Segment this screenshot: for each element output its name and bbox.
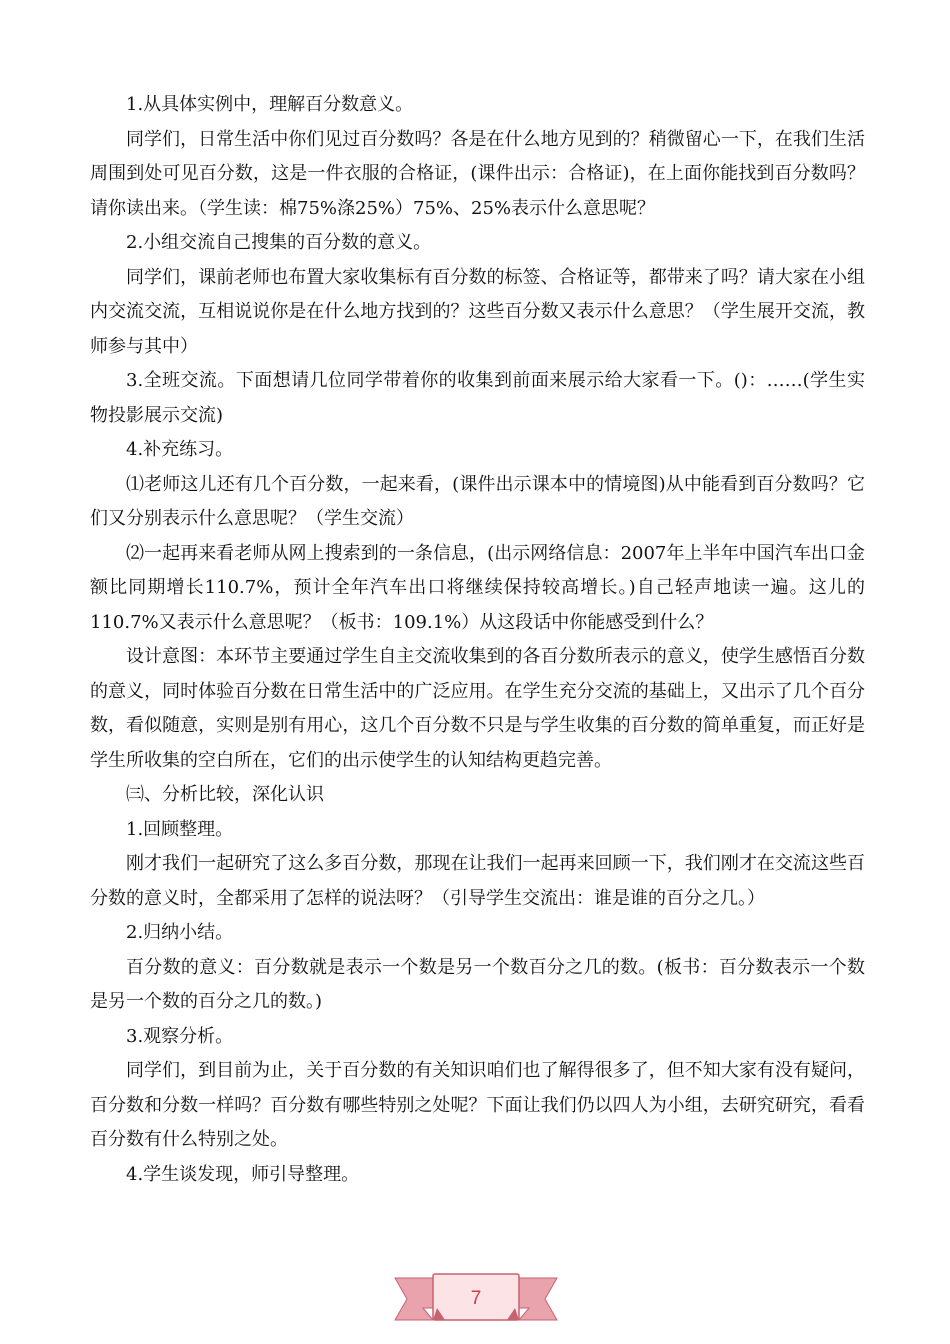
document-body xyxy=(90,88,865,1192)
paragraph: ⑴老师这儿还有几个百分数，一起来看，(课件出示课本中的情境图)从中能看到百分数吗？它们又分别表示什么意思呢？（学生交流） xyxy=(90,473,865,529)
paragraph: 4.学生谈发现，师引导整理。 xyxy=(126,1163,360,1185)
page-number: 7 xyxy=(470,1288,482,1309)
paragraph: 3.观察分析。 xyxy=(126,1025,234,1047)
paragraph: 同学们，课前老师也布置大家收集标有百分数的标签、合格证等，都带来了吗？请大家在小组内交流交流，互相说说你是在什么地方找到的？这些百分数又表示什么意思？（学生展开交流，教师参与其中） xyxy=(90,266,865,357)
section-heading: ㈢、分析比较，深化认识 xyxy=(126,784,324,805)
paragraph: 刚才我们一起研究了这么多百分数，那现在让我们一起再来回顾一下，我们刚才在交流这些百分数的意义时，全都采用了怎样的说法呀？（引导学生交流出：谁是谁的百分之几。） xyxy=(90,853,865,909)
paragraph: 1.从具体实例中，理解百分数意义。 xyxy=(126,94,414,115)
paragraph: ⑵一起再来看老师从网上搜索到的一条信息，(出示网络信息：2007年上半年中国汽车出口金额比同期增长110.7%，预计全年汽车出口将继续保持较高增长。)自己轻声地读一遍。这儿的110.7%又表示什么意思呢？（板书：109.1%）从这段话中你能感受到什么？ xyxy=(90,542,865,633)
paragraph: 4.补充练习。 xyxy=(126,439,234,460)
paragraph: 1.回顾整理。 xyxy=(126,818,234,840)
paragraph: 同学们，日常生活中你们见过百分数吗？各是在什么地方见到的？稍微留心一下，在我们生活周围到处可见百分数，这是一件衣服的合格证，(课件出示：合格证)，在上面你能找到百分数吗？请你读出来。（学生读：棉75%涤25%）75%、25%表示什么意思呢？ xyxy=(90,128,865,219)
paragraph: 3.全班交流。下面想请几位同学带着你的收集到前面来展示给大家看一下。()：……(学生实物投影展示交流) xyxy=(90,370,865,426)
paragraph: 2.归纳小结。 xyxy=(126,922,234,943)
page-number-badge xyxy=(393,1268,559,1330)
paragraph: 同学们，到目前为止，关于百分数的有关知识咱们也了解得很多了，但不知大家有没有疑问，百分数和分数一样吗？百分数有哪些特别之处呢？下面让我们仍以四人为小组，去研究研究，看看百分数有什么特别之处。 xyxy=(90,1060,865,1150)
paragraph: 百分数的意义：百分数就是表示一个数是另一个数百分之几的数。(板书：百分数表示一个数是另一个数的百分之几的数。) xyxy=(90,956,865,1012)
paragraph: 2.小组交流自己搜集的百分数的意义。 xyxy=(126,232,432,253)
paragraph: 设计意图：本环节主要通过学生自主交流收集到的各百分数所表示的意义，使学生感悟百分数的意义，同时体验百分数在日常生活中的广泛应用。在学生充分交流的基础上，又出示了几个百分数，看似随意，实则是别有用心，这几个百分数不只是与学生收集的百分数的简单重复，而正好是学生所收集的空白所在，它们的出示使学生的认知结构更趋完善。 xyxy=(90,646,865,771)
